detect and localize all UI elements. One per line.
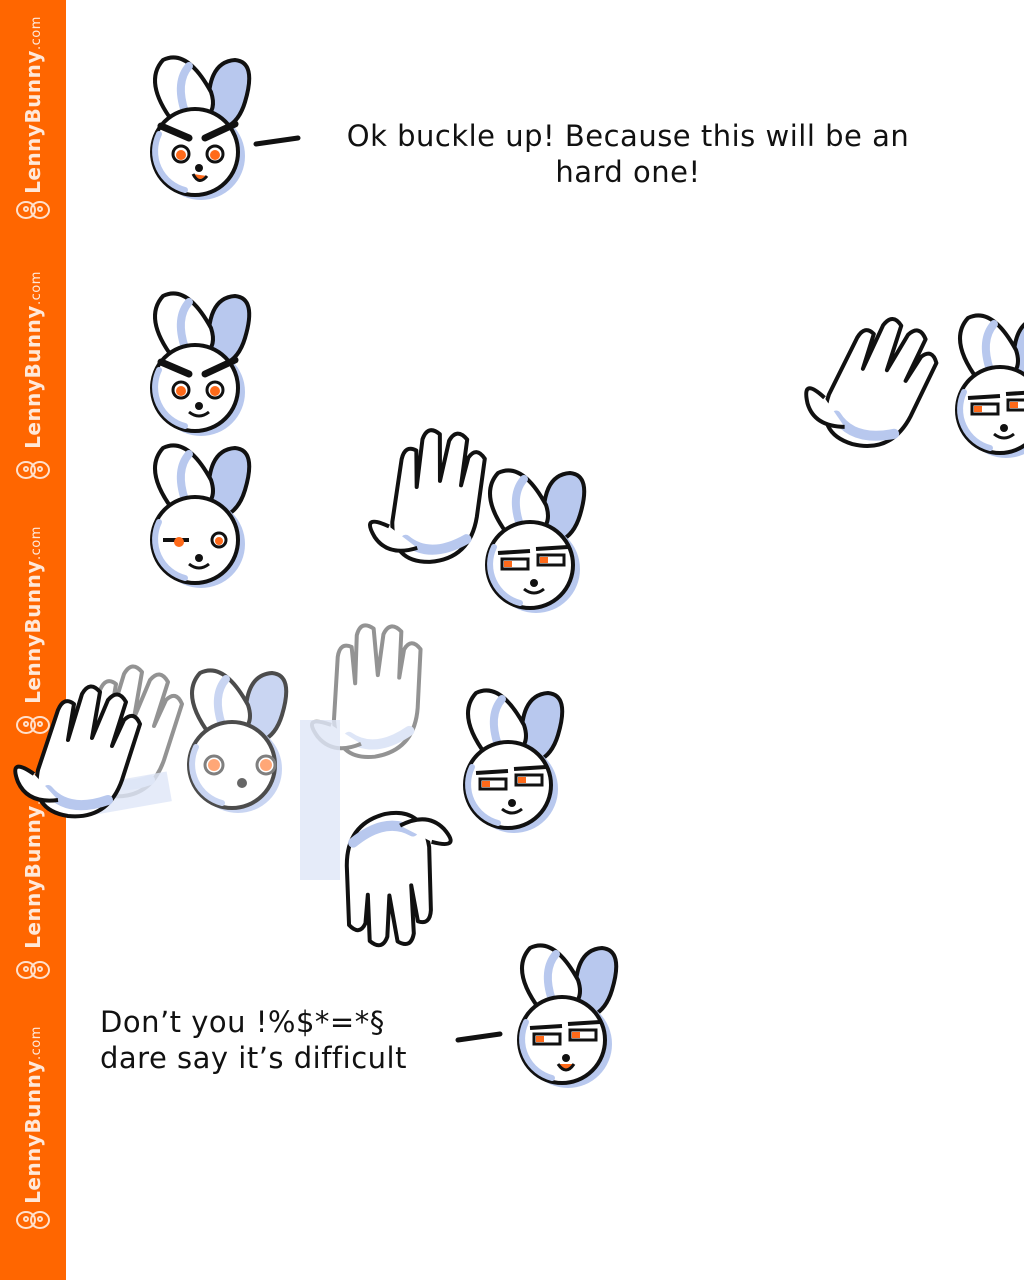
brand-watermark: LennyBunny: [21, 805, 45, 949]
brand-watermark: LennyBunny.com: [21, 271, 45, 449]
bunny-head-icon: [189, 670, 286, 813]
bunny-head-icon: [487, 470, 584, 613]
glove-hand-icon: [800, 308, 942, 454]
glove-hand-icon: [355, 422, 500, 572]
bunny-head-icon: [152, 57, 249, 200]
caption-bottom: Don’t you !%$*=*§ dare say it’s difficult: [100, 1005, 407, 1075]
bunny-head-icon: [152, 293, 249, 436]
brand-watermark: LennyBunny.com: [21, 1026, 45, 1204]
bunny-head-icon: [957, 315, 1024, 458]
bunny-head-icon: [465, 690, 562, 833]
brand-watermark: LennyBunny.com: [21, 526, 45, 704]
glove-hand-icon: [317, 796, 479, 961]
bunny-head-icon: [152, 445, 249, 588]
bunny-head-icon: [519, 945, 616, 1088]
caption-top: Ok buckle up! Because this will be an hard one!: [346, 119, 910, 189]
brand-watermark: LennyBunny.com: [21, 16, 45, 194]
